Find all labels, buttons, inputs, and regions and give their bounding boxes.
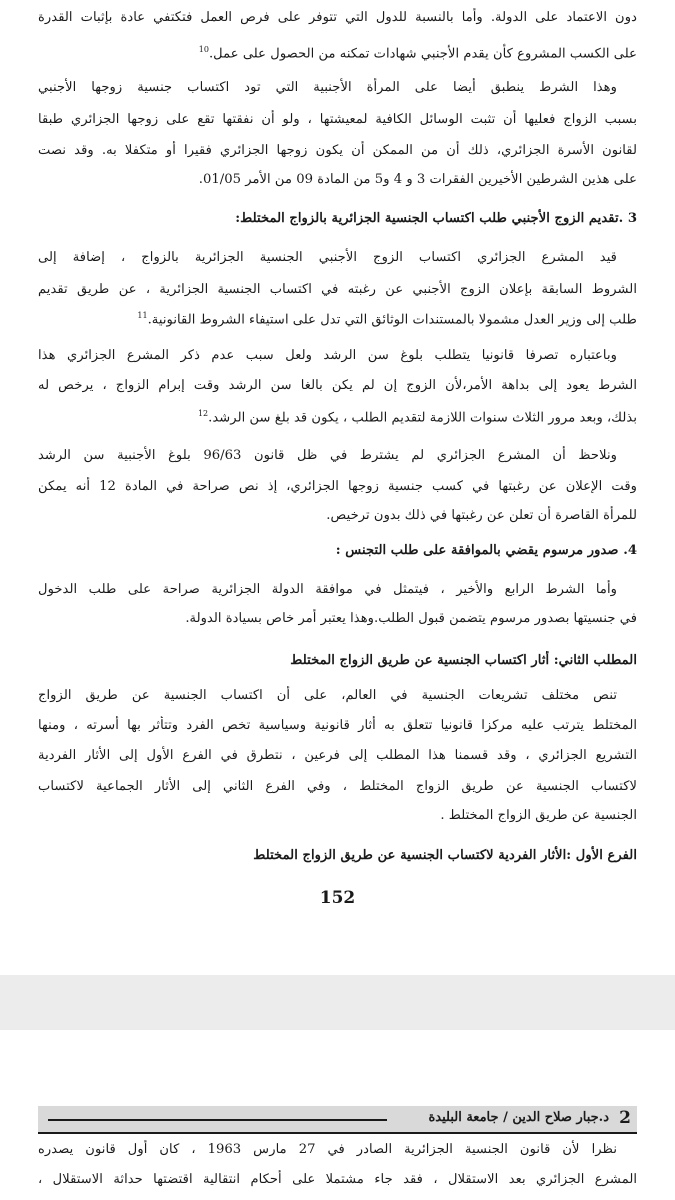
header-author: د.جبار صلاح الدين / جامعة البليدة [428, 1110, 609, 1125]
text-line [38, 306, 637, 330]
text-line: الجنسية عن طريق الزواج المختلط . [440, 808, 637, 823]
page-number: 152 [319, 888, 356, 908]
text-line: الشروط السابقة بإعلان الزوج الأجنبي عن رغبته في اكتساب الجنسية الجزائرية ، عن طريق تقديم [38, 282, 637, 297]
text-line: تنص مختلف تشريعات الجنسية في العالم، على أن اكتساب الجنسية عن طريق الزواج [38, 688, 617, 703]
section-heading: 3 .تقديم الزوج الأجنبي طلب اكتساب الجنسية الجزائرية بالزواج المختلط: [235, 211, 637, 226]
text-line-content: على الكسب المشروع كأن يقدم الأجنبي شهادات تمكنه من الحصول على عمل. [208, 46, 637, 62]
text-line: قيد المشرع الجزائري اكتساب الزوج الأجنبي الجنسية الجزائرية بالزواج ، إضافة إلى [38, 250, 617, 265]
text-line: المختلط يترتب عليه مركزا قانونيا تتعلق به أثار قانونية وسياسية تخص الفرد وتتأثر بها أسرته ، ومنها [38, 718, 637, 733]
text-line: التشريع الجزائري ، وقد قسمنا هذا المطلب إلى فرعين ، نتطرق في الفرع الأول إلى الأثار الفردية [38, 748, 637, 763]
text-line: في جنسيتها بصدور مرسوم يتضمن قبول الطلب.وهذا يعتبر أمر خاص بسيادة الدولة. [185, 611, 637, 626]
footnote-ref: 10 [198, 45, 209, 54]
text-line: وأما الشرط الرابع والأخير ، فيتمثل في موافقة الدولة الجزائرية صراحة على طلب الدخول [38, 582, 617, 597]
text-line: نظرا لأن قانون الجنسية الجزائرية الصادر في 27 مارس 1963 ، كان أول قانون يصدره [38, 1142, 617, 1157]
subsection-heading: المطلب الثاني: أثار اكتساب الجنسية عن طريق الزواج المختلط [290, 653, 637, 668]
text-line: على هذين الشرطين الأخيرين الفقرات 3 و 4 و5 من المادة 09 من الأمر 01/05. [198, 172, 637, 187]
text-line: المشرع الجزائري بعد الاستقلال ، فقد جاء مشتملا على أحكام انتقالية اقتضتها حداثة الاستقلال ، [38, 1172, 637, 1187]
text-line [38, 404, 637, 428]
footnote-ref: 12 [197, 409, 209, 418]
text-line-content: بذلك، وبعد مرور الثلاث سنوات اللازمة لتقديم الطلب ، يكون قد بلغ سن الرشد. [208, 410, 637, 426]
running-header [38, 1106, 637, 1134]
text-line: وقت الإعلان عن رغبتها في كسب جنسية زوجها الجزائري، إذ نص صراحة في المادة 12 أنه يمكن [38, 479, 637, 494]
text-line: وهذا الشرط ينطبق أيضا على المرأة الأجنبية التي تود اكتساب جنسية زوجها الأجنبي [38, 80, 617, 95]
text-line: ونلاحظ أن المشرع الجزائري لم يشترط في ظل قانون 96/63 بلوغ الأجنبية سن الرشد [38, 448, 617, 463]
text-line [38, 40, 637, 64]
footnote-ref: 11 [137, 311, 148, 320]
section-heading: 4. صدور مرسوم يقضي بالموافقة على طلب التجنس : [335, 543, 637, 558]
text-line-content: طلب إلى وزير العدل مشمولا بالمستندات الوثائق التي تدل على استيفاء الشروط القانونية. [147, 312, 637, 328]
document-page-next [0, 1030, 675, 1200]
subsection-heading: الفرع الأول :الأثار الفردية لاكتساب الجنسية عن طريق الزواج المختلط [253, 848, 637, 863]
text-line: لاكتساب الجنسية عن طريق الزواج المختلط ، وفي الفرع الثاني إلى الأثار الجماعية لاكتساب [38, 779, 637, 794]
text-line: بسبب الزواج فعليها أن تثبت الوسائل الكافية لمعيشتها ، ولو أن نفقتها تقع على زوجها الجزائري طبقا [38, 112, 637, 127]
text-line: الشرط يعود إلى بداهة الأمر،لأن الزوج إن لم يكن بالغا سن الرشد وقت إبرام الزواج ، يرخص له [38, 378, 637, 393]
text-line: لقانون الأسرة الجزائري، ذلك أن من الممكن أن يكون زوجها الجزائري فقيرا أو متكفلا به. وقد نصت [38, 143, 637, 158]
header-rule [48, 1119, 387, 1121]
page-separator [0, 975, 675, 1030]
header-number: 2 [619, 1108, 631, 1128]
text-line: للمرأة القاصرة أن تعلن عن رغبتها في ذلك بدون ترخيص. [326, 508, 637, 523]
text-line: دون الاعتماد على الدولة. وأما بالنسبة للدول التي تتوفر على فرص العمل فتكتفي عادة بإثبات القدرة [38, 10, 637, 25]
text-line: وباعتباره تصرفا قانونيا يتطلب بلوغ سن الرشد ولعل سبب عدم ذكر المشرع الجزائري هذا [38, 348, 617, 363]
